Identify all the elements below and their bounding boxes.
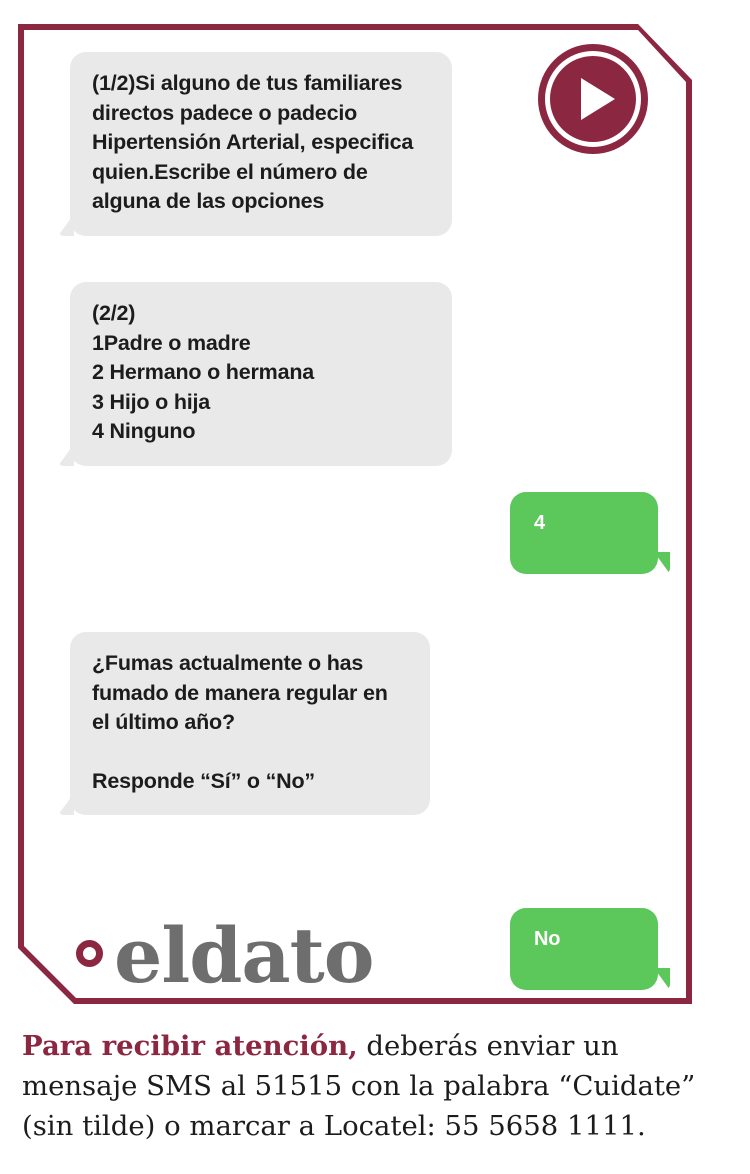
message-line: fumado de manera regular en bbox=[92, 680, 388, 705]
play-icon bbox=[581, 78, 615, 120]
footer-highlight: Para recibir atención, bbox=[22, 1030, 358, 1062]
message-line: directos padece o padecio bbox=[92, 100, 358, 125]
message-bubble-incoming bbox=[70, 282, 452, 466]
message-text bbox=[92, 649, 408, 738]
message-line: Hipertensión Arterial, especifica bbox=[92, 130, 414, 154]
message-text: 4 bbox=[534, 512, 545, 534]
sms-conversation-card bbox=[18, 24, 692, 1004]
message-text: No bbox=[534, 928, 561, 950]
chat-thread bbox=[18, 24, 692, 1004]
message-text bbox=[92, 69, 430, 217]
bubble-tail bbox=[654, 552, 670, 574]
message-line: 4 Ninguno bbox=[92, 419, 196, 443]
message-line: (2/2) bbox=[92, 301, 136, 325]
message-line: el último año? bbox=[92, 710, 235, 734]
message-line: ¿Fumas actualmente o has bbox=[92, 651, 364, 675]
bubble-tail bbox=[654, 968, 670, 990]
play-button[interactable] bbox=[538, 44, 648, 154]
message-bubble-outgoing bbox=[510, 492, 658, 574]
message-bubble-incoming bbox=[70, 632, 430, 815]
message-text-secondary bbox=[92, 767, 408, 797]
message-line: Responde “Sí” o “No” bbox=[92, 768, 315, 793]
message-text bbox=[92, 299, 430, 447]
brand-wordmark: eldato bbox=[114, 911, 374, 1000]
message-line: 3 Hijo o hija bbox=[92, 389, 211, 414]
brand-logo bbox=[76, 911, 374, 1000]
message-line: (1/2)Si alguno de tus familiares bbox=[92, 71, 403, 95]
play-icon-ring bbox=[545, 51, 641, 147]
message-line: quien.Escribe el número de bbox=[92, 159, 368, 184]
message-line: 2 Hermano o hermana bbox=[92, 360, 315, 384]
message-bubble-outgoing bbox=[510, 908, 658, 990]
bubble-tail bbox=[58, 444, 74, 466]
message-line: alguna de las opciones bbox=[92, 189, 325, 213]
footer-note bbox=[22, 1026, 732, 1146]
bubble-tail bbox=[58, 214, 74, 236]
bubble-tail bbox=[58, 793, 74, 815]
message-bubble-incoming bbox=[70, 52, 452, 236]
footer-text: deberás enviar un mensaje SMS al 51515 con la palabra “Cuidate” (sin tilde) o marcar a Locatel: 55 5658 1111. bbox=[22, 1030, 696, 1142]
message-line: 1Padre o madre bbox=[92, 330, 251, 355]
brand-dot-icon bbox=[76, 940, 103, 967]
